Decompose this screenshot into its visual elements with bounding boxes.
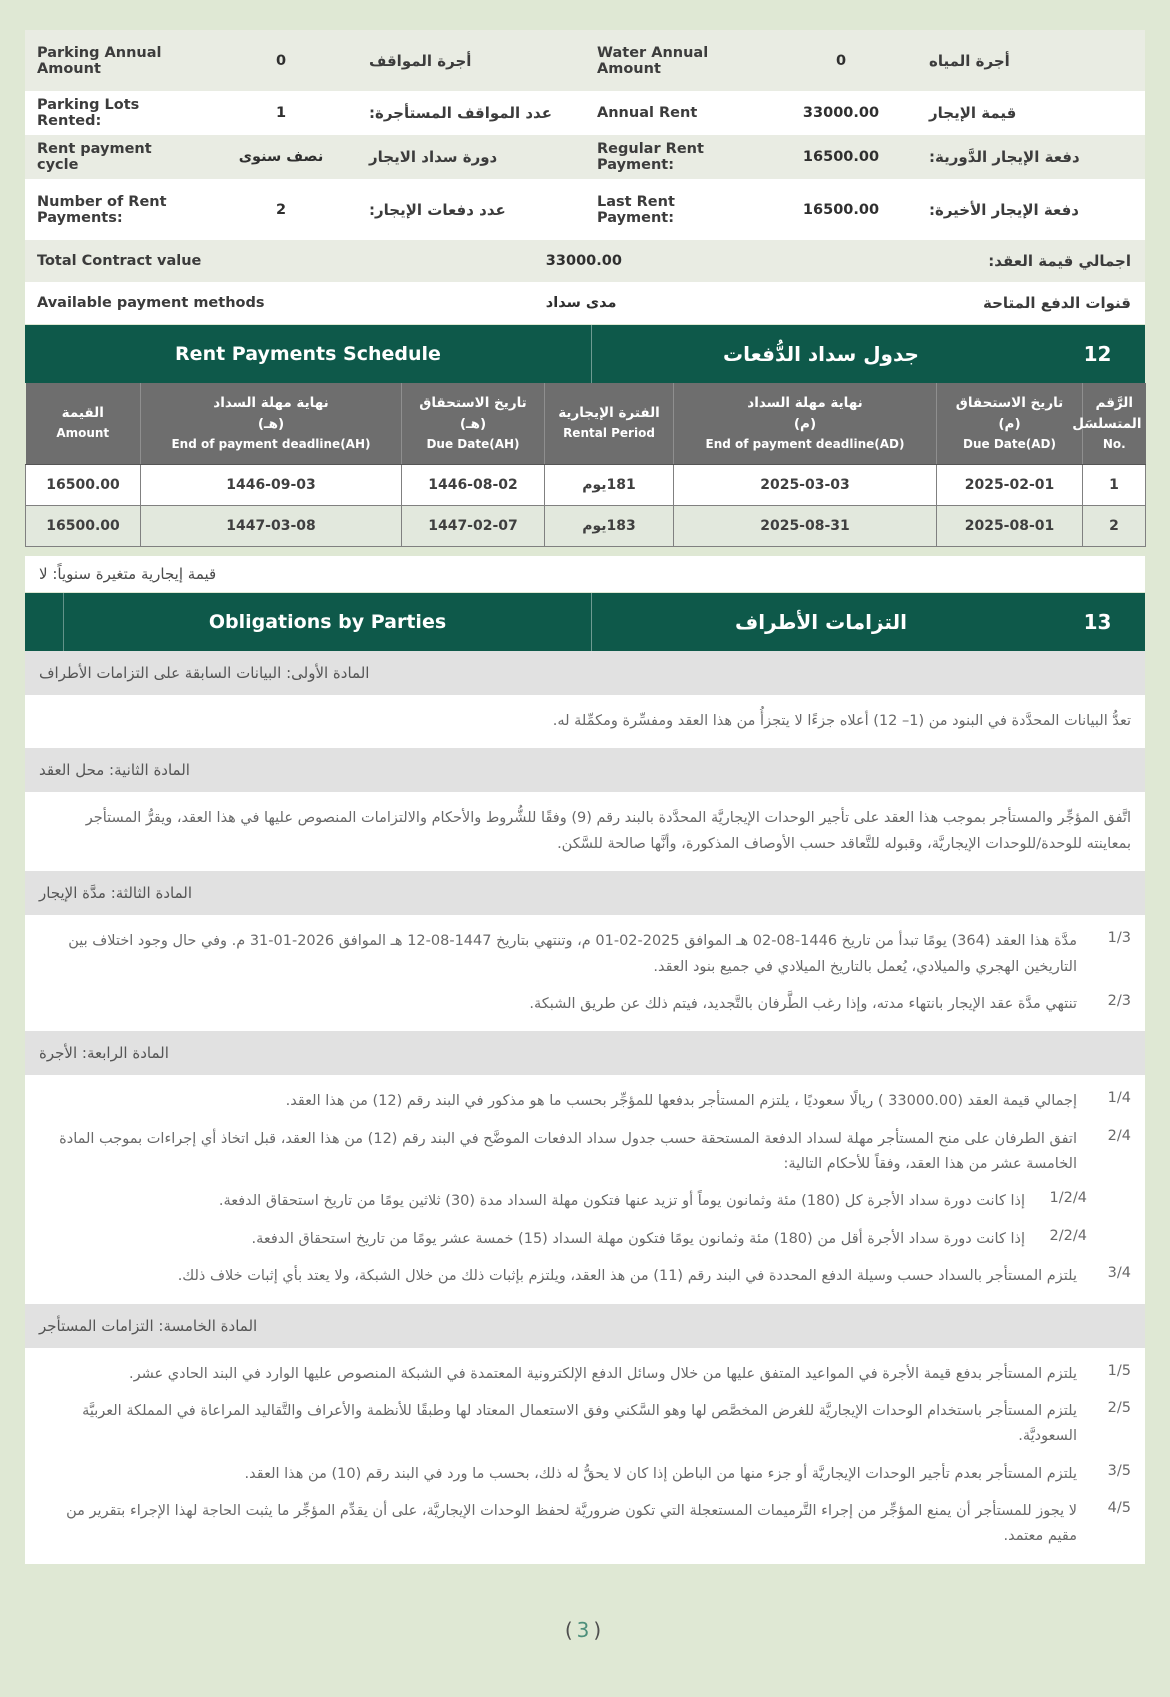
section-header-obligations bbox=[25, 593, 1145, 651]
col-period-ar: الفترة الإيجارية bbox=[558, 405, 660, 422]
article-2-body bbox=[25, 792, 1145, 871]
clause-5-4-number: 4/5 bbox=[1107, 1500, 1131, 1517]
clause-5-2-text: يلتزم المستأجر باستخدام الوحدات الإيجاريَّة للغرض المخصَّص لها وهو السَّكني وفق الاستعمال المعتاد لها وطبقًا للأنظمة والأعراف والتَّقاليد المراعاة في المملكة العربيَّة السعوديَّة. bbox=[82, 1402, 1077, 1445]
value-payment-methods: مدى سداد bbox=[545, 295, 617, 311]
col-end-ad-en: End of payment deadline(AD) bbox=[705, 436, 905, 451]
payment-2-due-ah: 1447-02-07 bbox=[402, 506, 545, 547]
obligations-title-ar: التزامات الأطراف bbox=[735, 610, 907, 635]
clause-4-2-number: 2/4 bbox=[1107, 1127, 1131, 1144]
page-footer bbox=[0, 1564, 1170, 1697]
value-parking-lots: 1 bbox=[197, 91, 365, 135]
col-end-ah-ar1: نهاية مهلة السداد bbox=[213, 395, 329, 411]
article-5-body bbox=[25, 1348, 1145, 1564]
col-end-ad-ar1: نهاية مهلة السداد bbox=[747, 395, 863, 411]
payment-1-due-ad: 2025-02-01 bbox=[937, 465, 1083, 506]
label-total-value-ar: اجمالي قيمة العقد: bbox=[988, 252, 1131, 270]
value-parking-annual: 0 bbox=[197, 30, 365, 91]
value-last-payment: 16500.00 bbox=[757, 179, 925, 240]
info-row-lots-annualrent bbox=[25, 91, 1145, 135]
label-parking-lots-ar: عدد المواقف المستأجرة: bbox=[365, 91, 585, 135]
info-row-cycle-regular bbox=[25, 135, 1145, 179]
clause-5-1-text: يلتزم المستأجر بدفع قيمة الأجرة في المواعيد المتفق عليها من خلال وسائل الدفع الإلكترونية المعتمدة في الشبكة المنصوص عليها الوارد في البند الحادي عشر. bbox=[129, 1365, 1077, 1382]
payment-2-end-ah: 1447-03-08 bbox=[141, 506, 402, 547]
clause-3-1 bbox=[55, 929, 1131, 980]
value-regular-payment: 16500.00 bbox=[757, 135, 925, 179]
payments-schedule-title-en: Rent Payments Schedule bbox=[25, 325, 592, 383]
info-row-payment-methods bbox=[25, 282, 1145, 324]
article-2-header: المادة الثانية: محل العقد bbox=[25, 748, 1145, 792]
article-1-text: تعدُّ البيانات المحدَّدة في البنود من (1– 12) أعلاه جزءًا لا يتجزأُ من هذا العقد ومفسِّرة ومكمِّلة له. bbox=[552, 713, 1131, 730]
payment-row-1 bbox=[26, 465, 1146, 506]
info-row-numpayments-last bbox=[25, 179, 1145, 240]
clause-5-4 bbox=[55, 1499, 1131, 1550]
clause-4-2-text: اتفق الطرفان على منح المستأجر مهلة لسداد الدفعة المستحقة حسب جدول سداد الدفعات الموضَّح في البند رقم (12) من هذا العقد، قبل اتخاذ أي إجراءات بموجب المادة الخامسة عشر من هذا العقد، وفقاً للأحكام التالية: bbox=[59, 1130, 1077, 1173]
label-regular-payment-en: Regular Rent Payment: bbox=[585, 135, 757, 179]
clause-3-1-number: 1/3 bbox=[1107, 930, 1131, 947]
col-due-ad-ar1: تاريخ الاستحقاق bbox=[955, 395, 1064, 411]
col-header-due-date-ah bbox=[402, 383, 545, 465]
payment-1-no: 1 bbox=[1083, 465, 1146, 506]
clause-3-2 bbox=[55, 992, 1131, 1017]
col-due-ad-ar2: (م) bbox=[998, 415, 1021, 432]
col-due-ad-en: Due Date(AD) bbox=[963, 436, 1056, 451]
article-4-header: المادة الرابعة: الأجرة bbox=[25, 1031, 1145, 1075]
article-1-body bbox=[25, 695, 1145, 748]
clause-4-1 bbox=[55, 1089, 1131, 1114]
col-serial-ar1: الرَّقم bbox=[1095, 395, 1134, 411]
col-header-rental-period bbox=[545, 383, 674, 465]
col-header-serial-no bbox=[1072, 383, 1146, 465]
label-parking-annual-ar: أجرة المواقف bbox=[365, 30, 585, 91]
article-2-text: اتَّفق المؤجِّر والمستأجر بموجب هذا العقد على تأجير الوحدات الإيجاريَّة المحدَّدة بالبند رقم (9) وفقًا للشُّروط والأحكام والالتزامات المنصوص عليها في هذا العقد، ويقرُّ المستأجر بمعاينته للوحدة/للوحدات الإيجاريَّة، وقبوله للتَّعاقد حسب الأوصاف المذكورة، وأنَّها صالحة للسَّكن. bbox=[85, 810, 1131, 852]
clause-4-2-2-text: إذا كانت دورة سداد الأجرة أقل من (180) مئة وثمانون يومًا فتكون مهلة السداد (15) خمسة عشر يومًا من تاريخ استحقاق الدفعة. bbox=[251, 1230, 1025, 1247]
clause-5-3 bbox=[55, 1462, 1131, 1487]
clause-5-2 bbox=[55, 1399, 1131, 1450]
obligations-title-en: Obligations by Parties bbox=[64, 593, 592, 651]
clause-4-3-number: 3/4 bbox=[1107, 1265, 1131, 1282]
clause-4-2-1-text: إذا كانت دورة سداد الأجرة كل (180) مئة وثمانون يوماً أو تزيد عنها فتكون مهلة السداد مدة (30) ثلاثين يومًا من تاريخ استحقاق الدفعة. bbox=[218, 1193, 1025, 1210]
clause-4-2-1-number: 1/2/4 bbox=[1049, 1190, 1087, 1207]
section-header-payments-schedule bbox=[25, 325, 1145, 383]
payment-2-end-ad: 2025-08-31 bbox=[674, 506, 937, 547]
article-5-header: المادة الخامسة: التزامات المستأجر bbox=[25, 1304, 1145, 1348]
article-1-header: المادة الأولى: البيانات السابقة على التزامات الأطراف bbox=[25, 651, 1145, 695]
label-payment-methods-ar: قنوات الدفع المتاحة bbox=[982, 294, 1131, 312]
label-payment-cycle-en: Rent payment cycle bbox=[25, 135, 197, 179]
label-parking-lots-en: Parking Lots Rented: bbox=[25, 91, 197, 135]
payment-1-end-ad: 2025-03-03 bbox=[674, 465, 937, 506]
label-regular-payment-ar: دفعة الإيجار الدَّورية: bbox=[925, 135, 1145, 179]
page-number-close-paren: ) bbox=[593, 1618, 606, 1643]
clause-5-1 bbox=[55, 1362, 1131, 1387]
contract-info-table bbox=[25, 30, 1145, 324]
col-period-en: Rental Period bbox=[563, 426, 655, 441]
col-header-amount bbox=[26, 383, 141, 465]
col-serial-en: .No bbox=[1102, 436, 1126, 451]
clause-4-1-number: 1/4 bbox=[1107, 1090, 1131, 1107]
clause-5-3-number: 3/5 bbox=[1107, 1462, 1131, 1479]
clause-5-1-number: 1/5 bbox=[1107, 1362, 1131, 1379]
col-serial-ar2: المتسلسَل bbox=[1072, 415, 1142, 432]
col-due-ah-en: Due Date(AH) bbox=[426, 436, 520, 451]
clause-5-3-text: يلتزم المستأجر بعدم تأجير الوحدات الإيجاريَّة أو جزء منها من الباطن إذا كان لا يحقُّ له ذلك، بحسب ما ورد في البند رقم (10) من هذا العقد. bbox=[244, 1465, 1077, 1482]
obligations-bar-spacer bbox=[25, 593, 64, 651]
label-payment-cycle-ar: دورة سداد الايجار bbox=[365, 135, 585, 179]
value-num-payments: 2 bbox=[197, 179, 365, 240]
payments-schedule-table bbox=[25, 383, 1146, 547]
payment-2-due-ad: 2025-08-01 bbox=[937, 506, 1083, 547]
label-water-annual-ar: أجرة المياه bbox=[925, 30, 1145, 91]
col-due-ah-ar2: (هـ) bbox=[459, 415, 487, 432]
clause-4-2-2 bbox=[55, 1227, 1131, 1252]
article-3-header: المادة الثالثة: مدَّة الإيجار bbox=[25, 871, 1145, 915]
clause-3-1-text: مدَّة هذا العقد (364) يومًا تبدأ من تاريخ 1446-08-02 هـ الموافق 2025-02-01 م، وتنتهي بتاريخ 1447-08-12 هـ الموافق 2026-01-31 م. وفي حال وجود اختلاف بين التاريخين الهجري والميلادي، يُعمل بالتاريخ الميلادي في جميع بنود العقد. bbox=[68, 933, 1077, 975]
label-num-payments-en: Number of Rent Payments: bbox=[25, 179, 197, 240]
value-payment-cycle: نصف سنوى bbox=[197, 135, 365, 179]
article-4-body bbox=[25, 1075, 1145, 1303]
clause-4-3-text: يلتزم المستأجر بالسداد حسب وسيلة الدفع المحددة في البند رقم (11) من هذ العقد، ويلتزم بإثبات ذلك من خلال الشبكة، ولا يعتد بأي إثبات خلاف ذلك. bbox=[177, 1268, 1077, 1285]
contract-page bbox=[25, 30, 1145, 1564]
page-number: 3 bbox=[576, 1618, 594, 1643]
clause-4-2-2-number: 2/2/4 bbox=[1049, 1227, 1087, 1244]
label-last-payment-ar: دفعة الإيجار الأخيرة: bbox=[925, 179, 1145, 240]
label-parking-annual-en: Parking Annual Amount bbox=[25, 30, 197, 91]
clause-4-2-1 bbox=[55, 1189, 1131, 1214]
payment-1-amount: 16500.00 bbox=[26, 465, 141, 506]
clause-5-4-text: لا يجوز للمستأجر أن يمنع المؤجِّر من إجراء التَّرميمات المستعجلة التي تكون ضروريَّة لحفظ الوحدات الإيجاريَّة، على أن يقدِّم المؤجِّر ما يثبت الحاجة لهذا الإجراء بتقرير من مقيم معتمد. bbox=[66, 1503, 1077, 1545]
payments-table-header-row bbox=[26, 383, 1146, 465]
article-3-body bbox=[25, 915, 1145, 1031]
label-water-annual-en: Water Annual Amount bbox=[585, 30, 757, 91]
col-end-ad-ar2: (م) bbox=[793, 415, 817, 432]
value-annual-rent: 33000.00 bbox=[757, 91, 925, 135]
label-annual-rent-en: Annual Rent bbox=[585, 91, 757, 135]
clause-3-2-text: تنتهي مدَّة عقد الإيجار بانتهاء مدته، وإذا رغب الطَّرفان بالتَّجديد، فيتم ذلك عن طريق الشبكة. bbox=[529, 995, 1077, 1012]
payment-1-end-ah: 1446-09-03 bbox=[141, 465, 402, 506]
clause-4-3 bbox=[55, 1264, 1131, 1289]
clause-3-2-number: 2/3 bbox=[1107, 992, 1131, 1009]
col-amount-en: Amount bbox=[56, 426, 110, 441]
info-row-total-value bbox=[25, 240, 1145, 282]
col-end-ah-en: End of payment deadline(AH) bbox=[171, 436, 371, 451]
label-last-payment-en: Last Rent Payment: bbox=[585, 179, 757, 240]
clause-4-1-text: إجمالي قيمة العقد (33000.00 ) ريالًا سعوديًا ، يلتزم المستأجر بدفعها للمؤجِّر بحسب ما هو مذكور في البند رقم (12) من هذا العقد. bbox=[285, 1093, 1077, 1110]
obligations-articles bbox=[25, 651, 1145, 1564]
label-num-payments-ar: عدد دفعات الإيجار: bbox=[365, 179, 585, 240]
payment-2-period: 183يوم bbox=[545, 506, 674, 547]
section-number-12: 12 bbox=[1083, 342, 1112, 366]
clause-4-2 bbox=[55, 1127, 1131, 1178]
variable-rent-note: قيمة إيجارية متغيرة سنوياً: لا bbox=[25, 556, 1145, 592]
payment-2-no: 2 bbox=[1083, 506, 1146, 547]
value-total-contract: 33000.00 bbox=[545, 253, 622, 269]
col-header-deadline-ah bbox=[141, 383, 402, 465]
value-water-annual: 0 bbox=[757, 30, 925, 91]
payment-1-due-ah: 1446-08-02 bbox=[402, 465, 545, 506]
payment-row-2 bbox=[26, 506, 1146, 547]
label-payment-methods-en: Available payment methods bbox=[37, 295, 265, 311]
payment-1-period: 181يوم bbox=[545, 465, 674, 506]
col-header-due-date-ad bbox=[937, 383, 1083, 465]
col-end-ah-ar2: (هـ) bbox=[257, 415, 285, 432]
section-number-13: 13 bbox=[1083, 610, 1112, 635]
page-number-open-paren: ( bbox=[564, 1618, 577, 1643]
info-row-parking-water bbox=[25, 30, 1145, 91]
label-annual-rent-ar: قيمة الإيجار bbox=[925, 91, 1145, 135]
col-amount-ar: القيمة bbox=[61, 405, 104, 422]
payment-2-amount: 16500.00 bbox=[26, 506, 141, 547]
label-total-value-en: Total Contract value bbox=[37, 253, 202, 269]
col-due-ah-ar1: تاريخ الاستحقاق bbox=[419, 395, 527, 411]
payments-schedule-title-ar: جدول سداد الدُّفعات bbox=[723, 342, 919, 366]
col-header-deadline-ad bbox=[674, 383, 937, 465]
clause-5-2-number: 2/5 bbox=[1107, 1399, 1131, 1416]
